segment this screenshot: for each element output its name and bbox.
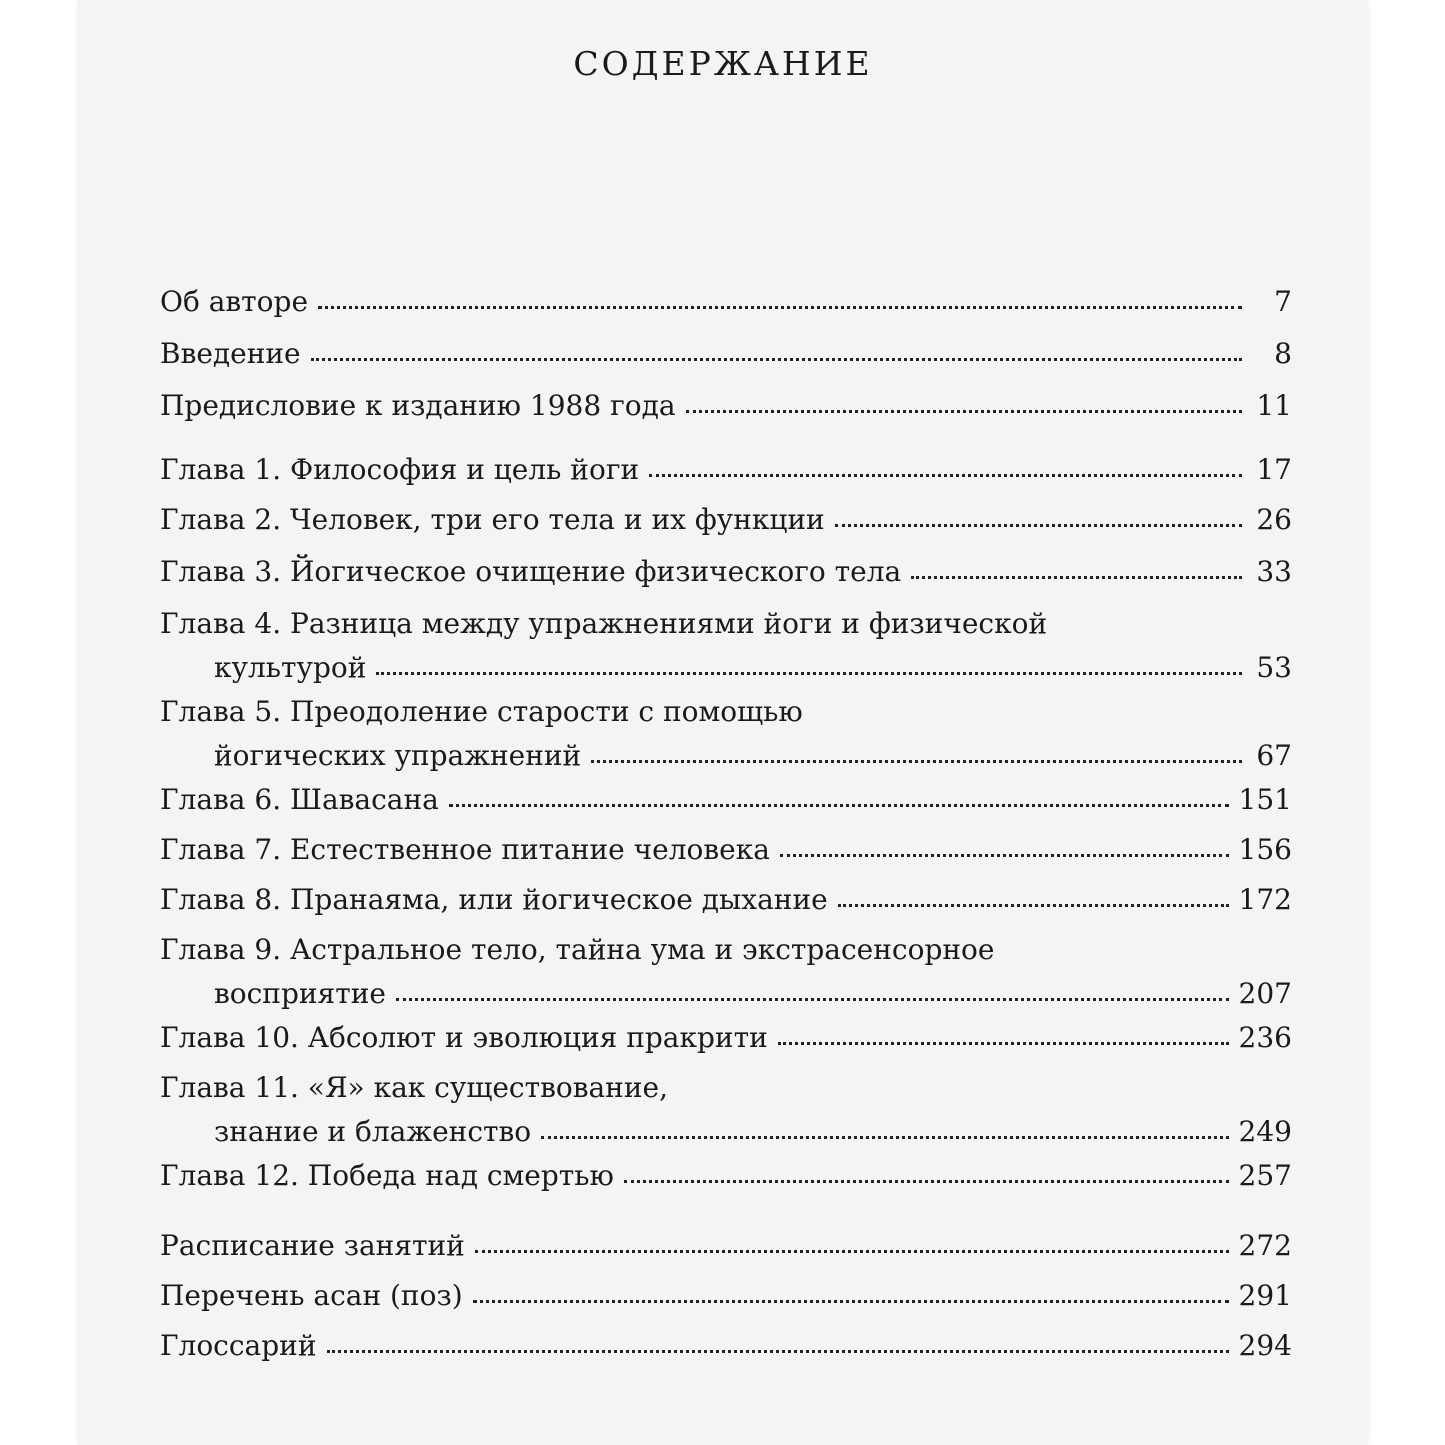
toc-entry[interactable] [160, 1229, 1292, 1262]
toc-entry-row [160, 783, 1292, 816]
toc-entry[interactable] [160, 503, 1292, 536]
dot-leader [778, 1042, 1229, 1045]
toc-entry-row [160, 555, 1292, 588]
toc-entry[interactable] [160, 607, 1292, 684]
toc-entry-title: восприятие [214, 977, 386, 1010]
dot-leader [327, 1350, 1229, 1353]
toc-entry-page-number: 53 [1256, 651, 1292, 684]
toc-entry[interactable] [160, 783, 1292, 816]
toc-entry-page-number: 172 [1238, 883, 1292, 916]
toc-entry[interactable] [160, 337, 1292, 370]
dot-leader [649, 474, 1242, 477]
toc-entry-page-number: 249 [1238, 1115, 1292, 1148]
toc-entry-title: Глава 1. Философия и цель йоги [160, 453, 640, 486]
toc-entry-row [160, 977, 1292, 1010]
dot-leader [396, 998, 1229, 1001]
toc-entry-row [160, 389, 1292, 422]
toc-entry-page-number: 11 [1256, 389, 1292, 422]
toc-entry[interactable] [160, 285, 1292, 318]
toc-entry[interactable] [160, 695, 1292, 772]
toc-entry-page-number: 67 [1256, 739, 1292, 772]
toc-entry-row [160, 651, 1292, 684]
toc-entry-row [160, 1329, 1292, 1362]
dot-leader [780, 854, 1229, 857]
dot-leader [475, 1250, 1229, 1253]
toc-entry-title: Глава 2. Человек, три его тела и их функции [160, 503, 825, 536]
toc-entry[interactable] [160, 555, 1292, 588]
toc-entry-page-number: 291 [1238, 1279, 1292, 1312]
toc-entry-row [160, 883, 1292, 916]
toc-entry-page-number: 17 [1256, 453, 1292, 486]
dot-leader [591, 760, 1242, 763]
toc-entry-title: Глава 8. Пранаяма, или йогическое дыхание [160, 883, 828, 916]
toc-entry[interactable] [160, 389, 1292, 422]
page-title: СОДЕРЖАНИЕ [573, 44, 873, 83]
toc-entry[interactable] [160, 1021, 1292, 1054]
toc-entry-title: Предисловие к изданию 1988 года [160, 389, 676, 422]
toc-entry-title: Глава 6. Шавасана [160, 783, 439, 816]
toc-entry-page-number: 207 [1238, 977, 1292, 1010]
dot-leader [624, 1180, 1229, 1183]
toc-entry-title-line: Глава 9. Астральное тело, тайна ума и экстрасенсорное [160, 933, 995, 966]
dot-leader [449, 804, 1229, 807]
toc-entry-row [160, 833, 1292, 866]
toc-entry-page-number: 8 [1274, 337, 1292, 370]
toc-entry-page-number: 26 [1256, 503, 1292, 536]
toc-entry-page-number: 7 [1274, 285, 1292, 318]
toc-entry[interactable] [160, 1071, 1292, 1148]
dot-leader [376, 672, 1242, 675]
toc-entry-title: Перечень асан (поз) [160, 1279, 463, 1312]
toc-entry[interactable] [160, 883, 1292, 916]
toc-entry-title-line: Глава 4. Разница между упражнениями йоги и физической [160, 607, 1048, 640]
toc-entry-title: Глава 10. Абсолют и эволюция пракрити [160, 1021, 768, 1054]
toc-entry-page-number: 236 [1238, 1021, 1292, 1054]
toc-entry-row [160, 1279, 1292, 1312]
toc-entry-title: Глоссарий [160, 1329, 317, 1362]
toc-entry-page-number: 33 [1256, 555, 1292, 588]
toc-entry-title-line: Глава 5. Преодоление старости с помощью [160, 695, 803, 728]
toc-entry-title: знание и блаженство [214, 1115, 532, 1148]
toc-entry-row [160, 1115, 1292, 1148]
toc-entry-title: Глава 12. Победа над смертью [160, 1159, 614, 1192]
toc-entry-row [160, 337, 1292, 370]
toc-entry-title-line: Глава 11. «Я» как существование, [160, 1071, 668, 1104]
toc-entry-row [160, 1229, 1292, 1262]
toc-entry-page-number: 156 [1238, 833, 1292, 866]
toc-entry-title: йогических упражнений [214, 739, 582, 772]
toc-entry-row [160, 453, 1292, 486]
toc-entry[interactable] [160, 1329, 1292, 1362]
dot-leader [473, 1300, 1229, 1303]
toc-entry-row [160, 1159, 1292, 1192]
dot-leader [686, 410, 1242, 413]
toc-entry[interactable] [160, 833, 1292, 866]
book-page [78, 0, 1368, 1445]
toc-entry[interactable] [160, 1279, 1292, 1312]
toc-entry-row [160, 503, 1292, 536]
toc-entry-title: Глава 3. Йогическое очищение физического тела [160, 555, 902, 588]
toc-entry-title: Введение [160, 337, 301, 370]
toc-entry-row [160, 285, 1292, 318]
dot-leader [311, 358, 1242, 361]
toc-entry-page-number: 151 [1238, 783, 1292, 816]
toc-entry-page-number: 257 [1238, 1159, 1292, 1192]
toc-entry-title: Об авторе [160, 285, 309, 318]
toc-entry[interactable] [160, 1159, 1292, 1192]
dot-leader [911, 576, 1242, 579]
toc-entry-row [160, 739, 1292, 772]
toc-entry-title: культурой [214, 651, 367, 684]
toc-entry-title: Расписание занятий [160, 1229, 465, 1262]
dot-leader [835, 524, 1242, 527]
toc-entry-title: Глава 7. Естественное питание человека [160, 833, 770, 866]
toc-entry-page-number: 272 [1238, 1229, 1292, 1262]
toc-entry[interactable] [160, 933, 1292, 1010]
dot-leader [541, 1136, 1228, 1139]
dot-leader [838, 904, 1229, 907]
toc-entry-page-number: 294 [1238, 1329, 1292, 1362]
dot-leader [318, 306, 1242, 309]
toc-entry[interactable] [160, 453, 1292, 486]
toc-entry-row [160, 1021, 1292, 1054]
